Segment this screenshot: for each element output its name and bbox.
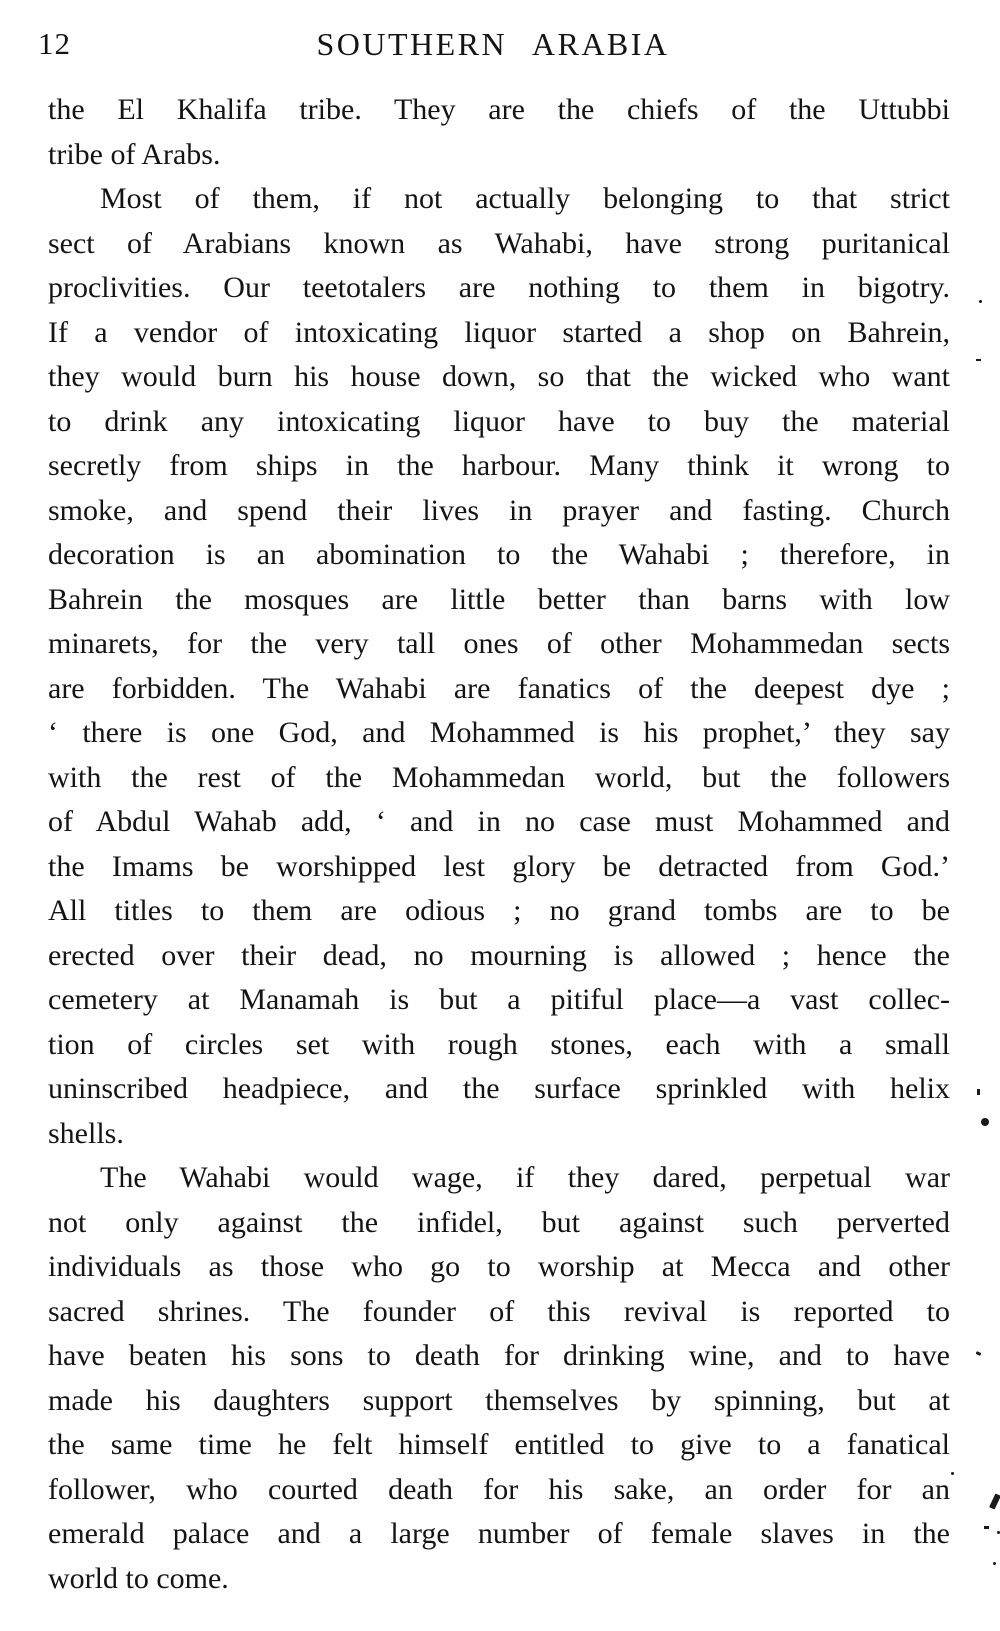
text-line: to drink any intoxicating liquor have to buy the material — [48, 404, 950, 438]
text-line: of Abdul Wahab add, ‘ and in no case must Mohammed and — [48, 805, 950, 838]
text-line: erected over their dead, no mourning is allowed ; hence the — [48, 938, 950, 972]
text-line: ‘ there is one God, and Mohammed is his prophet,’ they say — [48, 716, 950, 749]
text-line: sect of Arabians known as Wahabi, have strong puritanical — [48, 226, 950, 260]
text-line: the El Khalifa tribe. They are the chiefs of the Uttubbi — [48, 93, 950, 126]
page-number: 12 — [38, 26, 71, 61]
text-line: uninscribed headpiece, and the surface sprinkled with helix — [48, 1072, 950, 1105]
ink-speck — [979, 300, 982, 303]
text-line: All titles to them are odious ; no grand tombs are to be — [48, 894, 950, 927]
text-line: emerald palace and a large number of female slaves in the — [48, 1517, 950, 1550]
text-line: proclivities. Our teetotalers are nothing to them in bigotry. — [48, 271, 950, 304]
text-line: shells. — [48, 1116, 124, 1150]
ink-speck — [976, 359, 981, 361]
text-line: sacred shrines. The founder of this revival is reported to — [48, 1294, 950, 1328]
text-line: the same time he felt himself entitled to give to a fanatical — [48, 1428, 950, 1461]
text-line: smoke, and spend their lives in prayer and fasting. Church — [48, 493, 950, 527]
text-line: decoration is an abomination to the Wahabi ; therefore, in — [48, 538, 950, 571]
ink-speck — [984, 1526, 989, 1529]
text-line: minarets, for the very tall ones of other Mohammedan sects — [48, 627, 950, 660]
text-line: the Imams be worshipped lest glory be detracted from God.’ — [48, 849, 950, 883]
text-line: they would burn his house down, so that the wicked who want — [48, 360, 950, 393]
text-line: world to come. — [48, 1561, 229, 1595]
text-line: individuals as those who go to worship at Mecca and other — [48, 1250, 950, 1283]
text-line: follower, who courted death for his sake, an order for an — [48, 1472, 950, 1506]
ink-speck — [993, 1562, 996, 1565]
paragraph — [48, 88, 950, 177]
running-title: SOUTHERN ARABIA — [316, 26, 670, 62]
text-block — [48, 88, 950, 1601]
text-line: Bahrein the mosques are little better than barns with low — [48, 582, 950, 616]
paragraph — [48, 1156, 950, 1601]
paragraph — [48, 177, 950, 1156]
ink-speck — [981, 1118, 989, 1126]
ink-speck — [989, 1493, 1000, 1509]
text-line: The Wahabi would wage, if they dared, perpetual war — [100, 1161, 950, 1194]
text-line: cemetery at Manamah is but a pitiful place—a vast collec- — [48, 983, 950, 1016]
ink-speck — [977, 1089, 980, 1095]
text-line: have beaten his sons to death for drinking wine, and to have — [48, 1339, 950, 1372]
text-line: not only against the infidel, but against such perverted — [48, 1205, 950, 1239]
text-line: tion of circles set with rough stones, each with a small — [48, 1027, 950, 1061]
text-line: secretly from ships in the harbour. Many think it wrong to — [48, 449, 950, 482]
text-line: tribe of Arabs. — [48, 137, 221, 171]
text-line: with the rest of the Mohammedan world, but the followers — [48, 760, 950, 794]
text-line: are forbidden. The Wahabi are fanatics of the deepest dye ; — [48, 671, 950, 705]
ink-speck — [951, 1472, 954, 1475]
text-line: made his daughters support themselves by spinning, but at — [48, 1383, 950, 1417]
page-header — [38, 24, 948, 66]
ink-speck — [976, 1351, 982, 1356]
text-line: If a vendor of intoxicating liquor started a shop on Bahrein, — [48, 315, 950, 349]
text-line: Most of them, if not actually belonging to that strict — [100, 182, 950, 215]
